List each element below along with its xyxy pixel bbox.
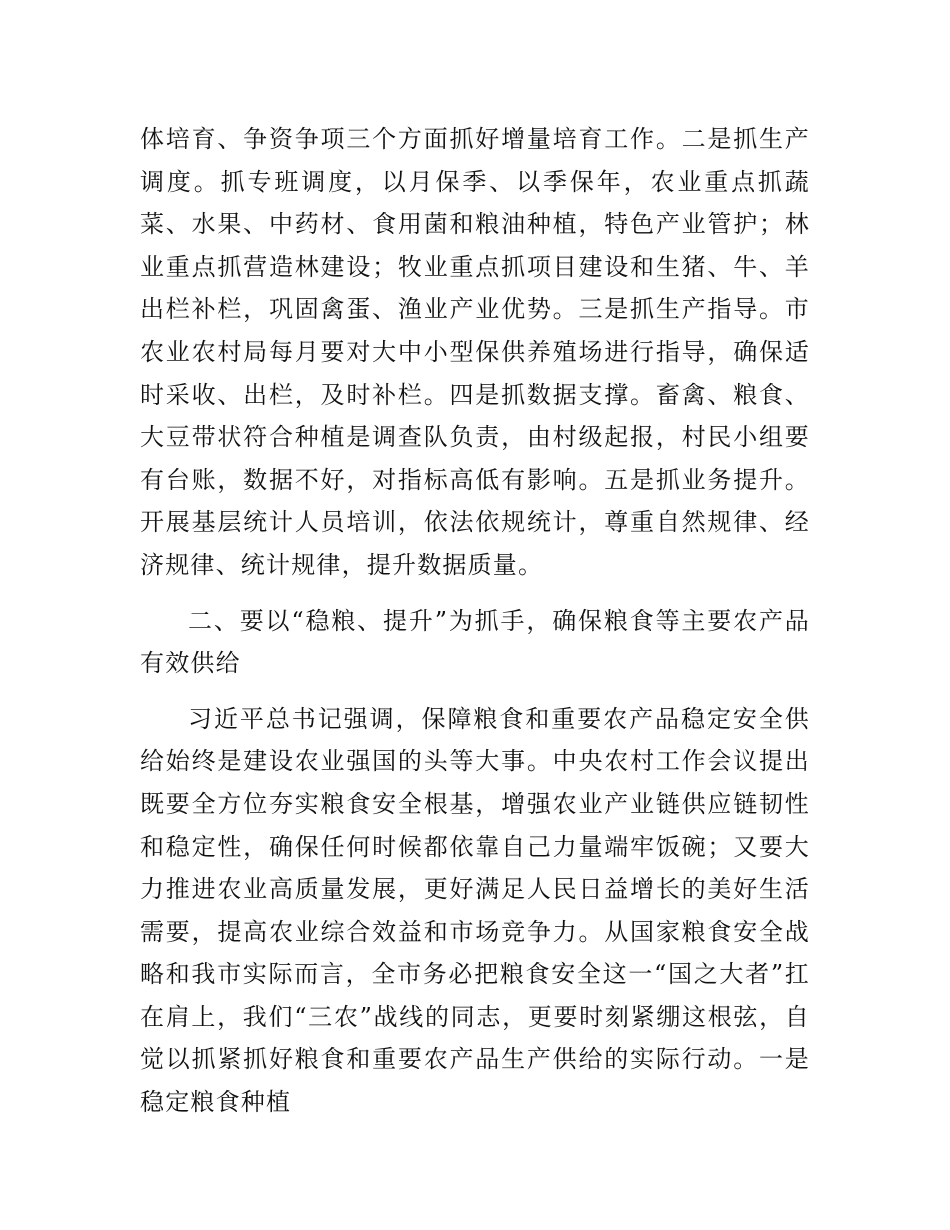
document-body bbox=[140, 118, 810, 1124]
body-paragraph: 习近平总书记强调，保障粮食和重要农产品稳定安全供给始终是建设农业强国的头等大事。中央农村工作会议提出既要全方位夯实粮食安全根基，增强农业产业链供应链韧性和稳定性，确保任何时候都依靠自己力量端牢饭碗；又要大力推进农业高质量发展，更好满足人民日益增长的美好生活需要，提高农业综合效益和市场竞争力。从国家粮食安全战略和我市实际而言，全市务必把粮食安全这一“国之大者”扛在肩上，我们“三农”战线的同志，更要时刻紧绷这根弦，自觉以抓紧抓好粮食和重要农产品生产供给的实际行动。一是稳定粮食种植 bbox=[140, 704, 810, 1117]
continuation-paragraph: 体培育、争资争项三个方面抓好增量培育工作。二是抓生产调度。抓专班调度，以月保季、以季保年，农业重点抓蔬菜、水果、中药材、食用菌和粮油种植，特色产业管护；林业重点抓营造林建设；牧业重点抓项目建设和生猪、牛、羊出栏补栏，巩固禽蛋、渔业产业优势。三是抓生产指导。市农业农村局每月要对大中小型保供养殖场进行指导，确保适时采收、出栏，及时补栏。四是抓数据支撑。畜禽、粮食、大豆带状符合种植是调查队负责，由村级起报，村民小组要有台账，数据不好，对指标高低有影响。五是抓业务提升。开展基层统计人员培训，依法依规统计，尊重自然规律、经济规律、统计规律，提升数据质量。 bbox=[140, 125, 810, 579]
section-heading: 二、要以“稳粮、提升”为抓手，确保粮食等主要农产品有效供给 bbox=[140, 606, 810, 678]
